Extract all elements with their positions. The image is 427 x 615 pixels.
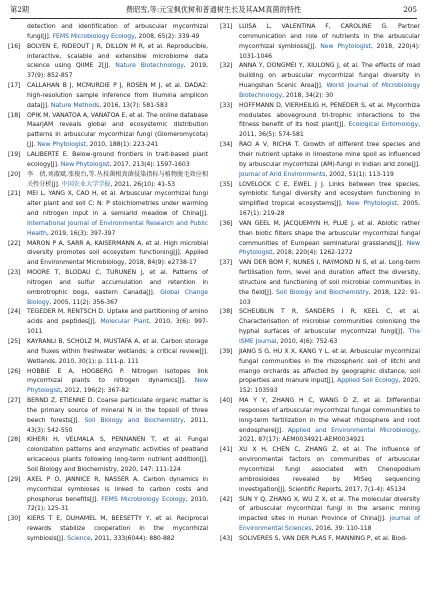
reference-number: [43] — [220, 534, 233, 542]
reference-text — [239, 396, 420, 445]
citation-text: , 2016, 39: 110-118 — [311, 525, 372, 533]
reference-number: [31] — [220, 23, 233, 30]
citation-text: , 2011, 36(5): 574-581 — [239, 121, 420, 139]
citation-text: , 2018, 220(4): 1262-1272 — [272, 249, 353, 257]
reference-number: [40] — [220, 397, 233, 405]
reference-entry — [8, 189, 208, 238]
reference-text — [239, 140, 420, 179]
journal-link[interactable]: 中国农业大学学报 — [61, 180, 111, 188]
reference-number: [36] — [220, 219, 233, 227]
reference-number: [35] — [220, 180, 233, 188]
reference-number: [32] — [220, 62, 233, 70]
citation-text: , 2012, 196(2): 367-82 — [60, 387, 130, 395]
reference-number: [19] — [8, 150, 21, 158]
reference-text — [27, 268, 208, 307]
journal-link[interactable]: FEMS Microbiology Ecology — [101, 495, 186, 503]
citation-text: MOORE T, BLODAU C, TURUNEN J, et al. Patterns of nitrogen and sulfur accumulation and retention in ombrotrophic bogs, eastern Canada[J]. — [27, 269, 208, 296]
reference-number: [21] — [8, 190, 21, 198]
reference-entry — [8, 307, 208, 337]
reference-entry — [220, 258, 420, 307]
citation-text: 李 倩,刘淑斌,张俊台,等.丛枝菌根真菌侵染指标与植物脱毛效应相关性分析[J]. — [27, 170, 208, 188]
citation-text: , 2002, 51(1): 113-119 — [325, 170, 394, 178]
reference-entry — [8, 81, 208, 111]
journal-link[interactable]: New Phytologist — [37, 141, 86, 149]
reference-number: [23] — [8, 269, 21, 277]
citation-text: XU X H, CHEN C, ZHANG Z, et al. The influence of environmental factors on communities of arbuscular mycorrhizal fungi associated with Chenopodium ambrosioides revealed by MiSeq sequencing investigation[J]. Scientific Reports, 2017, 7(1-4): 45134 — [239, 446, 420, 493]
citation-text: , 2019, 16(3): 397-397 — [46, 229, 116, 237]
journal-link[interactable]: Molecular Plant — [100, 318, 149, 326]
reference-entry — [8, 435, 208, 474]
reference-entry — [8, 367, 208, 397]
citation-text: SOLIVERES S, VAN DER PLAS F, MANNING P, et al. Biod- — [239, 534, 408, 542]
citation-text: KAYRANLI B, SCHOLZ M, MUSTAFA A, et al. Carbon storage and fluxes within freshwater wetlands: a critical review[J]. Wetlands, 2010, 30(1): p. 111-p. 111 — [27, 338, 208, 365]
reference-number: [26] — [8, 367, 21, 375]
citation-text: HOFFMANN D, VIERHEILIG H, PENEDER S, et al. Mycorrhiza modulates aboveground tri-trophic interactions to the fitness benefit of its host plant[J]. — [239, 101, 420, 129]
reference-entry — [220, 495, 420, 534]
reference-text — [239, 347, 420, 396]
journal-link[interactable]: New Phytologist — [27, 377, 208, 395]
citation-text: , 2018, 34(2): 30 — [282, 91, 334, 99]
citation-text: , 2019, 37(9): 852-857 — [27, 62, 208, 80]
reference-entry — [220, 219, 420, 258]
right-reference-column — [220, 22, 420, 544]
journal-link[interactable]: Applied and Environmental Microbiology — [287, 426, 419, 434]
reference-text — [27, 239, 208, 269]
reference-text — [239, 445, 420, 494]
citation-text: , 2010, 188(1): 223-241 — [85, 141, 159, 149]
reference-entry — [8, 170, 208, 190]
citation-text: OPIK M, VANATOA A, VANATOA E, et al. The online database MaarjAM reveals global and ecosystemic distribution patterns in arbuscular mycorrhizal fungi (Glomeromycota)[J]. — [27, 111, 208, 149]
reference-number: [27] — [8, 397, 21, 405]
reference-number: [30] — [8, 515, 21, 523]
reference-number: [29] — [8, 475, 21, 483]
journal-link[interactable]: International Journal of Environmental Research and Public Health — [27, 219, 208, 237]
citation-text: LALIBERTE E. Below-ground frontiers in trait-based plant ecology[J]. — [27, 150, 208, 168]
reference-entry — [8, 475, 208, 514]
issue-label: 第2期 — [10, 5, 29, 14]
citation-text: MA Y Y, ZHANG H C, WANG D Z, et al. Differential responses of arbuscular mycorrhizal fungal communities to long-term fertilization in the wheat rhizosphere and root endosphere[J]. — [239, 397, 420, 434]
journal-link[interactable]: Applied Soil Ecology — [337, 377, 399, 385]
reference-text — [27, 514, 208, 544]
citation-text: VAN DER BOM F, NUNES I, RAYMOND N S, et al. Long-term fertilisation form, level and duration affect the diversity, structure and functioning of soil microbial communities in the field[J]. — [239, 259, 420, 296]
citation-text: , 2020, 152: 103593 — [239, 377, 420, 395]
citation-text: RAO A V, RICHA T. Growth of different tree species and their nutrient uptake in limestone mine spoil as influenced by arbuscular mycorrhizal (AM)-fungi in Indian arid zone[J]. — [239, 141, 420, 168]
journal-link[interactable]: New Phytologist — [346, 200, 397, 208]
journal-link[interactable]: Soil Biology and Biochemistry — [84, 416, 184, 424]
citation-text: LUISA L, VALENTINA F, CAROLINE G. Partner communication and role of nutrients in the arbuscular mycorrhizal symbiosis[J]. — [239, 23, 420, 50]
reference-text — [239, 495, 420, 534]
citation-text: , 2010, 4(6): 752-63 — [276, 338, 338, 345]
citation-text: ANNA Y, DONGMEI Y, XIULONG J, et al. The effects of road building on arbuscular mycorrhizal fungal diversity in Huangshan Scenic Area[J]. — [239, 62, 420, 90]
reference-entry — [220, 396, 420, 445]
journal-link[interactable]: New Phytologist — [239, 239, 420, 257]
reference-number: [17] — [8, 82, 21, 90]
journal-link[interactable]: Journal of Arid Environments — [239, 170, 326, 178]
reference-number: [34] — [220, 141, 233, 149]
citation-text: HOBBIE E A, HOGBERG P. Nitrogen isotopes link mycorrhizal plants to nitrogen dynamics[J]. — [27, 367, 208, 385]
citation-text: , 2005, 11(2): 356-367 — [49, 298, 118, 306]
citation-text: MARON P A, SARR A, KAISERMANN A, et al. High microbial diversity promotes soil ecosystem functioning[J]. Applied and Environmental Microbiology, 2018, 84(9): e2738-17 — [27, 239, 208, 267]
citation-text: , 2011, 43(3): 542-550 — [27, 416, 209, 434]
citation-text: JIANG S G, HU X X, KANG Y L, et al. Arbuscular mycorrhizal fungal communities in the rhizospheric soil of litchi and mango orchards as affected by geographic distance, soil properties and manure input[J]. — [239, 347, 420, 385]
journal-link[interactable]: Nature Biotechnology — [115, 62, 184, 70]
reference-text — [27, 367, 208, 397]
citation-text: KIHERI H, VELMALA S, PENNANEN T, et al. Fungal colonization patterns and enzymatic activities of peatland ericaceous plants following long-term nutrient addition[J]. Soil Biology and Biochemistry, 2020, 147: 111-124 — [27, 436, 208, 473]
citation-text: , 2018, 122: 91-103 — [239, 288, 420, 306]
journal-link[interactable]: Science — [67, 534, 91, 542]
running-title: 费昭雪,等:元宝枫优树和普通树生长及其AM真菌的特性 — [125, 5, 302, 14]
reference-text — [239, 219, 420, 258]
reference-number: [18] — [8, 111, 21, 119]
page-number: 205 — [403, 5, 417, 14]
reference-number: [16] — [8, 42, 21, 50]
reference-text — [27, 42, 208, 81]
citation-text: , 2018, 220(4): 1031-1046 — [239, 42, 420, 60]
citation-text: BERND Z, ETIENNE D. Coarse particulate organic matter is the primary source of mineral N in the topsoil of three beech forests[J]. — [27, 397, 208, 424]
reference-entry — [220, 101, 420, 140]
reference-entry — [8, 111, 208, 150]
journal-link[interactable]: New Phytologist — [320, 42, 371, 50]
reference-entry — [220, 61, 420, 100]
journal-link[interactable]: New Phytologist — [60, 160, 110, 168]
citation-text: , 2021, 26(10): 41-53 — [110, 180, 176, 188]
reference-entry — [220, 307, 420, 346]
citation-text: , 2017, 213(4): 1597-1603 — [109, 160, 190, 168]
reference-entry — [220, 180, 420, 219]
reference-entry — [8, 22, 208, 42]
citation-text: , 2005, 167(1): 219-28 — [239, 200, 420, 218]
citation-text: , 2008, 65(2): 339-49 — [134, 32, 200, 40]
citation-text: , 2010, 3(6): 997-1011 — [27, 318, 208, 336]
reference-number: [20] — [8, 170, 21, 178]
left-reference-column — [8, 22, 208, 544]
reference-text — [27, 475, 208, 514]
citation-text: LOVELOCK C E, EWEL J J. Links between tree species, symbiotic fungal diversity and ecosystem functioning in simplified tropical ecosystems[J]. — [239, 180, 420, 208]
journal-link[interactable]: World Journal of Microbiology Biotechnology — [239, 82, 420, 99]
reference-entry — [8, 42, 208, 81]
reference-text — [27, 111, 208, 150]
reference-text — [27, 189, 208, 238]
reference-number: [41] — [220, 446, 233, 454]
journal-link[interactable]: Journal of Environmental Sciences — [239, 515, 420, 533]
reference-text — [239, 61, 420, 100]
reference-text — [239, 534, 420, 544]
running-header — [10, 5, 417, 17]
reference-entry — [8, 150, 208, 170]
reference-entry — [220, 347, 420, 396]
reference-number: [42] — [220, 495, 233, 503]
reference-number: [33] — [220, 101, 233, 109]
reference-entry — [220, 534, 420, 544]
citation-text: KIERS T E, DUHAMEL M, BEESETTY Y, et al. Reciprocal rewards stabilize cooperation in the mycorrhizal symbiosis[J]. — [27, 515, 208, 542]
reference-text — [27, 337, 208, 367]
reference-text — [239, 258, 420, 307]
reference-entry — [8, 239, 208, 269]
reference-entry — [8, 337, 208, 367]
citation-text: detection and identification of arbuscular mycorrhizal fungi[J]. — [27, 23, 208, 40]
reference-number: [39] — [220, 347, 233, 355]
reference-text — [239, 307, 420, 346]
citation-text: AXEL P O, JANNICE R, NASSER A. Carbon dynamics in mycorrhizal symbioses is linked to carbon costs and phosphorus benefits[J]. — [27, 475, 208, 503]
reference-number: [22] — [8, 239, 21, 247]
citation-text: CALLAHAN B J, MCMURDIE P J, ROSEN M J, et al. DADA2: high-resolution sample inference from Illumina amplicon data[J]. — [27, 82, 208, 109]
reference-number: [37] — [220, 259, 233, 267]
reference-number: [24] — [8, 308, 21, 316]
header-rule — [10, 18, 417, 19]
journal-link[interactable]: Soil Biology and Biochemistry — [276, 288, 369, 296]
citation-text: VAN GEEL M, JACQUEMYN H, PLUE J, et al. Abiotic rather than biotic filters shape the arbuscular mycorrhizal fungal communities of European seminatural grasslands[J]. — [239, 219, 420, 247]
citation-text: SCHEUBLIN T R, SANDERS I R, KEEL C, et al. Characterisation of microbial communities colonising the hyphal surfaces of arbuscular mycorrhizal fungi[J]. — [239, 308, 420, 336]
reference-text — [239, 180, 420, 219]
reference-text — [27, 435, 208, 474]
reference-text — [27, 81, 208, 111]
reference-text — [27, 307, 208, 337]
citation-text: MEI L, YANG X, CAO H, et al. Arbuscular mycorrhizal fungi alter plant and soil C: N: P stoichiometries under warming and nitrogen input in a semiarid meadow of China[J]. — [27, 190, 208, 218]
reference-entry — [8, 396, 208, 435]
citation-text: , 2021, 87(17): AEM0034921-AEM0034921 — [239, 426, 421, 444]
reference-entry — [220, 22, 420, 61]
reference-number: [25] — [8, 338, 21, 345]
reference-entry — [220, 140, 420, 179]
citation-text: , 2016, 13(7): 581-583 — [99, 101, 168, 109]
journal-link[interactable]: Ecological Entomology — [348, 121, 419, 129]
journal-link[interactable]: The ISME Journal — [239, 328, 420, 345]
reference-number: [38] — [220, 308, 233, 316]
reference-text — [27, 396, 208, 435]
reference-text — [239, 101, 420, 140]
reference-entry — [8, 514, 208, 544]
journal-link[interactable]: FEMS Microbiology Ecology — [52, 32, 135, 40]
reference-entry — [8, 268, 208, 307]
citation-text: TEGEDER M, RENTSCH D. Uptake and partitioning of amino acids and peptides[J]. — [27, 308, 208, 326]
reference-number: [28] — [8, 436, 21, 444]
reference-entry — [220, 445, 420, 494]
citation-text: SUN Y Q, ZHANG X, WU Z X, et al. The molecular diversity of arbuscular mycorrhizal fungi in the arsenic mining impacted sites in Hunan Province of China[J]. — [239, 495, 420, 523]
citation-text: BOLYEN E, RIDEOUT J R, DILLON M R, et al. Reproducible, interactive, scalable and extensible microbiome data science using QIIME 2[J]. — [27, 42, 208, 70]
reference-text — [27, 22, 208, 42]
reference-text — [239, 22, 420, 61]
reference-text — [27, 150, 208, 170]
journal-link[interactable]: Nature Methods — [50, 101, 100, 109]
citation-text: , 2011, 333(6044): 880-882 — [90, 534, 175, 542]
reference-text — [27, 170, 208, 190]
journal-link[interactable]: Global Change Biology — [27, 288, 209, 306]
citation-text: , 2010, 72(1): 125-31 — [27, 495, 208, 513]
